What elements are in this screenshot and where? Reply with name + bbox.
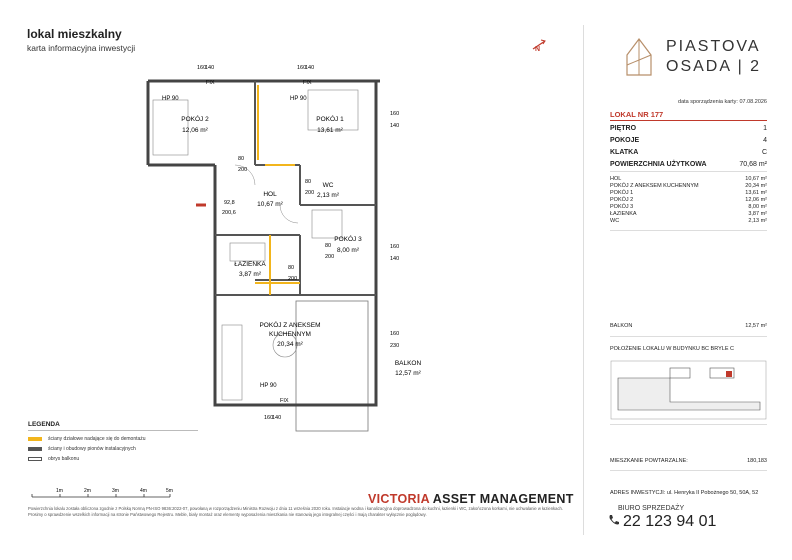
bathtub: [230, 243, 265, 261]
room-area: 13,61 m²: [317, 127, 343, 134]
hp-label: HP 90: [260, 383, 277, 389]
hp-label: HP 90: [290, 96, 307, 102]
dim-label: 200: [305, 190, 315, 196]
repeat-row: MIESZKANIE POWTARZALNE: 180,183: [610, 458, 767, 464]
room-label: POKÓJ Z ANEKSEM: [259, 322, 321, 329]
balcony-outline: [296, 301, 368, 431]
room-label: POKÓJ 2: [181, 116, 209, 123]
room-label: POKÓJ 1: [316, 116, 344, 123]
balkon-row: BALKON 12,57 m²: [610, 323, 767, 329]
scale-label: 2m: [84, 488, 91, 494]
divider: [610, 424, 767, 425]
sales-office-label: BIURO SPRZEDAŻY: [618, 505, 685, 512]
room-area: 10,67 m²: [257, 201, 283, 208]
dim-label: 92,8: [224, 200, 235, 206]
room-label: ŁAZIENKA: [234, 261, 266, 268]
date-caption: data sporządzenia karty: 07.08.2026: [678, 99, 767, 105]
room-label: HOL: [263, 191, 277, 198]
dim-label: 200: [288, 276, 298, 282]
divider: [610, 230, 767, 231]
legend-item: ściany działowe nadające się do demontażu: [28, 436, 146, 442]
divider: [610, 336, 767, 337]
scale-label: 4m: [140, 488, 147, 494]
dim-label: 200,6: [222, 210, 236, 216]
dim-label: 200: [238, 167, 248, 173]
dim-label: 160: [264, 415, 274, 421]
dim-label: 160: [390, 331, 400, 337]
scale-label: 3m: [112, 488, 119, 494]
dim-label: 140: [390, 256, 400, 262]
detail-row: KLATKA C: [610, 149, 767, 156]
room-label: BALKON: [394, 360, 422, 367]
legend-title: LEGENDA: [28, 421, 60, 428]
dim-label: 80: [238, 156, 245, 162]
dim-label: 80: [325, 243, 332, 249]
brand-logo: [618, 32, 790, 84]
bed-pokoj3: [312, 210, 342, 238]
detail-row: POWIERZCHNIA UŻYTKOWA 70,68 m²: [610, 161, 767, 168]
area-row: POKÓJ 2 12,06 m²: [610, 197, 767, 203]
building-location-map: [610, 360, 767, 420]
legend-item: obrys balkonu: [28, 456, 79, 462]
detail-row: PIĘTRO 1: [610, 125, 767, 132]
page-subtitle: karta informacyjna inwestycji: [27, 43, 136, 53]
brand-line2: OSADA | 2: [666, 58, 762, 75]
dim-label: 140: [272, 415, 282, 421]
room-area: 3,87 m²: [238, 271, 262, 278]
area-row: WC 2,13 m²: [610, 218, 767, 224]
room-label: KUCHENNYM: [269, 331, 311, 338]
room-area: 12,06 m²: [182, 127, 208, 134]
room-area: 2,13 m²: [316, 192, 340, 199]
dim-label: 160: [197, 65, 207, 71]
divider: [583, 25, 584, 535]
divider: [610, 470, 767, 471]
room-label: POKÓJ 3: [334, 236, 362, 243]
divider: [28, 430, 198, 431]
dim-label: 160: [297, 65, 307, 71]
detail-row: POKOJE 4: [610, 137, 767, 144]
scale-bar: [30, 487, 180, 499]
north-label: N: [535, 46, 541, 53]
dim-label: 230: [390, 343, 400, 349]
divider: [610, 171, 767, 172]
hp-label: HP 90: [162, 96, 179, 102]
area-row: POKÓJ 3 8,00 m²: [610, 204, 767, 210]
dim-label: 140: [305, 65, 315, 71]
dim-label: 160: [390, 244, 400, 250]
room-area: 20,34 m²: [277, 341, 303, 348]
dim-label: 140: [390, 123, 400, 129]
phone-number[interactable]: 22 123 94 01: [608, 513, 716, 531]
legend-swatch: [28, 447, 42, 451]
company-name: VICTORIA ASSET MANAGEMENT: [368, 492, 574, 506]
bed-pokoj1: [308, 90, 358, 130]
fix-label: FIX: [280, 398, 289, 404]
area-row: POKÓJ Z ANEKSEM KUCHENNYM 20,34 m²: [610, 183, 767, 189]
page-title: lokal mieszkalny: [27, 27, 122, 41]
divider: [610, 120, 767, 121]
unit-marker: [726, 371, 732, 377]
address: ADRES INWESTYCJI: ul. Henryka II Pobożnego 50, 50A, 52: [610, 490, 759, 496]
legend-swatch: [28, 457, 42, 461]
room-area: 8,00 m²: [336, 247, 360, 254]
area-row: ŁAZIENKA 3,87 m²: [610, 211, 767, 217]
scale-label: 5m: [166, 488, 173, 494]
dim-label: 160: [390, 111, 400, 117]
floor-plan: [140, 55, 422, 435]
location-caption: POŁOŻENIE LOKALU W BUDYNKU BC BRYLE C: [610, 346, 734, 352]
dim-label: 140: [205, 65, 215, 71]
kitchen-counter: [222, 325, 242, 400]
room-area: 12,57 m²: [395, 370, 421, 377]
fix-label: FIX: [303, 80, 312, 86]
phone-icon: [608, 513, 620, 531]
legend-item: ściany i obudowy pionów instalacyjnych: [28, 446, 136, 452]
dim-label: 200: [325, 254, 335, 260]
legend-swatch: [28, 437, 42, 441]
scale-label: 1m: [56, 488, 63, 494]
area-row: POKÓJ 1 13,61 m²: [610, 190, 767, 196]
north-arrow-icon: [531, 37, 547, 56]
brand-line1: PIASTOVA: [666, 38, 761, 55]
room-label: WC: [322, 182, 334, 189]
disclaimer: Powierzchnia lokalu została obliczona zgodnie z Polską Normą PN-ISO 9836:2022-07, powołaną w rozporządzeniu Ministra Rozwoju z dnia 11 września 2020 roku. Instalacje wodna i kanalizacyjna doprowadzona do kuchni, łazienki i WC, zakończona korkami, nie uchwalanie w łazienkach. Prosimy o sprawdzenie wszelkich informacji na stronie Państwowego Rejestru. Meble, biały montaż oraz elementy wyposażenia mieszkania nie stanowią jego integralnej części i mają charakter wyłącznie poglądowy.: [28, 506, 564, 517]
lokal-number: LOKAL NR 177: [610, 110, 664, 119]
dim-label: 80: [288, 265, 295, 271]
logo-mark-icon: [624, 35, 654, 77]
area-row: HOL 10,67 m²: [610, 176, 767, 182]
dim-label: 80: [305, 179, 312, 185]
fix-label: FIX: [206, 80, 215, 86]
